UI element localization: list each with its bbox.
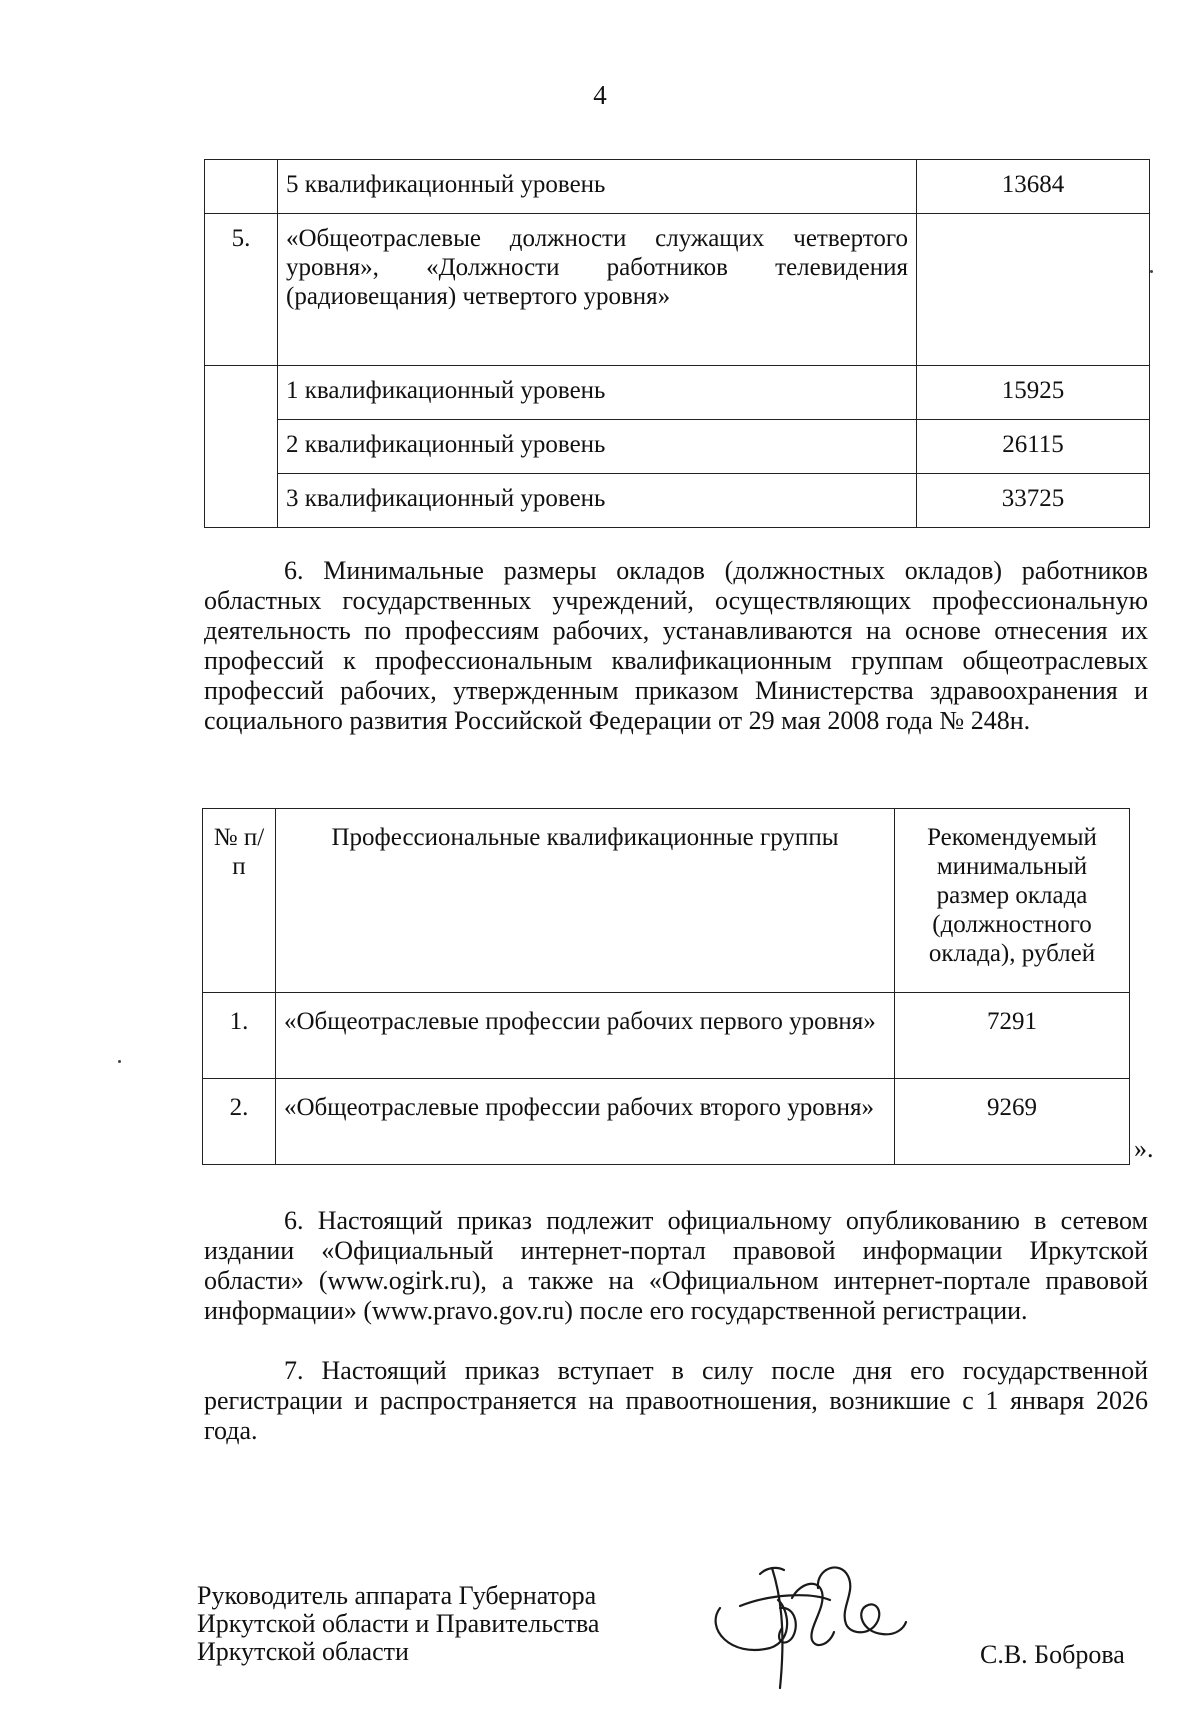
row-name-cell: 5 квалификационный уровень: [278, 160, 917, 214]
table-row: [203, 1079, 1130, 1165]
paragraph-7-effective-date: 7. Настоящий приказ вступает в силу после дня его государственной регистрации и распространяется на правоотношения, возникшие с 1 января 2026 года.: [204, 1356, 1148, 1445]
header-number-cell: № п/п: [203, 809, 276, 993]
row-number-cell: 1.: [203, 993, 276, 1079]
paragraph-6-salaries: 6. Минимальные размеры окладов (должностных окладов) работников областных государственных учреждений, осуществляющих профессиональную деятельность по профессиям рабочих, устанавливаются на основе отнесения их профессий к профессиональным квалификационным группам общеотраслевых профессий рабочих, утвержденным приказом Министерства здравоохранения и социального развития Российской Федерации от 29 мая 2008 года № 248н.: [204, 556, 1148, 735]
table-header-row: [203, 809, 1130, 993]
table-row: [205, 160, 1150, 214]
row-number-cell: 5.: [205, 214, 278, 366]
signatory-name: С.В. Боброва: [980, 1640, 1125, 1669]
table-row: [205, 214, 1150, 366]
row-name-cell: 2 квалификационный уровень: [278, 420, 917, 474]
closing-quote: ».: [1134, 1134, 1154, 1163]
scan-speck: [118, 1060, 121, 1063]
header-name-cell: Профессиональные квалификационные группы: [276, 809, 895, 993]
table-row: [203, 993, 1130, 1079]
row-name-cell: «Общеотраслевые профессии рабочих второго уровня»: [276, 1079, 895, 1165]
row-value-cell: 13684: [917, 160, 1150, 214]
row-number-cell: 2.: [203, 1079, 276, 1165]
row-name-cell: «Общеотраслевые должности служащих четвертого уровня», «Должности работников телевидения (радиовещания) четвертого уровня»: [278, 214, 917, 366]
signatory-title-line: Руководитель аппарата Губернатора: [197, 1581, 597, 1610]
table-row: [205, 474, 1150, 528]
header-value-cell: Рекомендуемый минимальный размер оклада (должностного оклада), рублей: [895, 809, 1130, 993]
handwritten-signature: [700, 1548, 920, 1698]
row-value-cell: 7291: [895, 993, 1130, 1079]
row-number-cell: [205, 160, 278, 214]
salary-table-continued: [204, 159, 1150, 528]
signatory-title: [197, 1582, 657, 1666]
row-name-cell: 3 квалификационный уровень: [278, 474, 917, 528]
scan-speck: [1150, 270, 1153, 273]
row-value-cell: 26115: [917, 420, 1150, 474]
row-name-cell: «Общеотраслевые профессии рабочих первого уровня»: [276, 993, 895, 1079]
row-number-cell: [205, 366, 278, 528]
signatory-title-line: Иркутской области и Правительства: [197, 1609, 600, 1638]
signatory-title-line: Иркутской области: [197, 1637, 409, 1666]
table-row: [205, 366, 1150, 420]
page-number: 4: [593, 80, 607, 110]
row-name-cell: 1 квалификационный уровень: [278, 366, 917, 420]
row-value-cell: [917, 214, 1150, 366]
workers-salary-table: [202, 808, 1130, 1165]
row-value-cell: 33725: [917, 474, 1150, 528]
paragraph-6-publication: 6. Настоящий приказ подлежит официальному опубликованию в сетевом издании «Официальный интернет-портал правовой информации Иркутской области» (www.ogirk.ru), а также на «Официальном интернет-портале правовой информации» (www.pravo.gov.ru) после его государственной регистрации.: [204, 1206, 1148, 1325]
row-value-cell: 15925: [917, 366, 1150, 420]
row-value-cell: 9269: [895, 1079, 1130, 1165]
table-row: [205, 420, 1150, 474]
